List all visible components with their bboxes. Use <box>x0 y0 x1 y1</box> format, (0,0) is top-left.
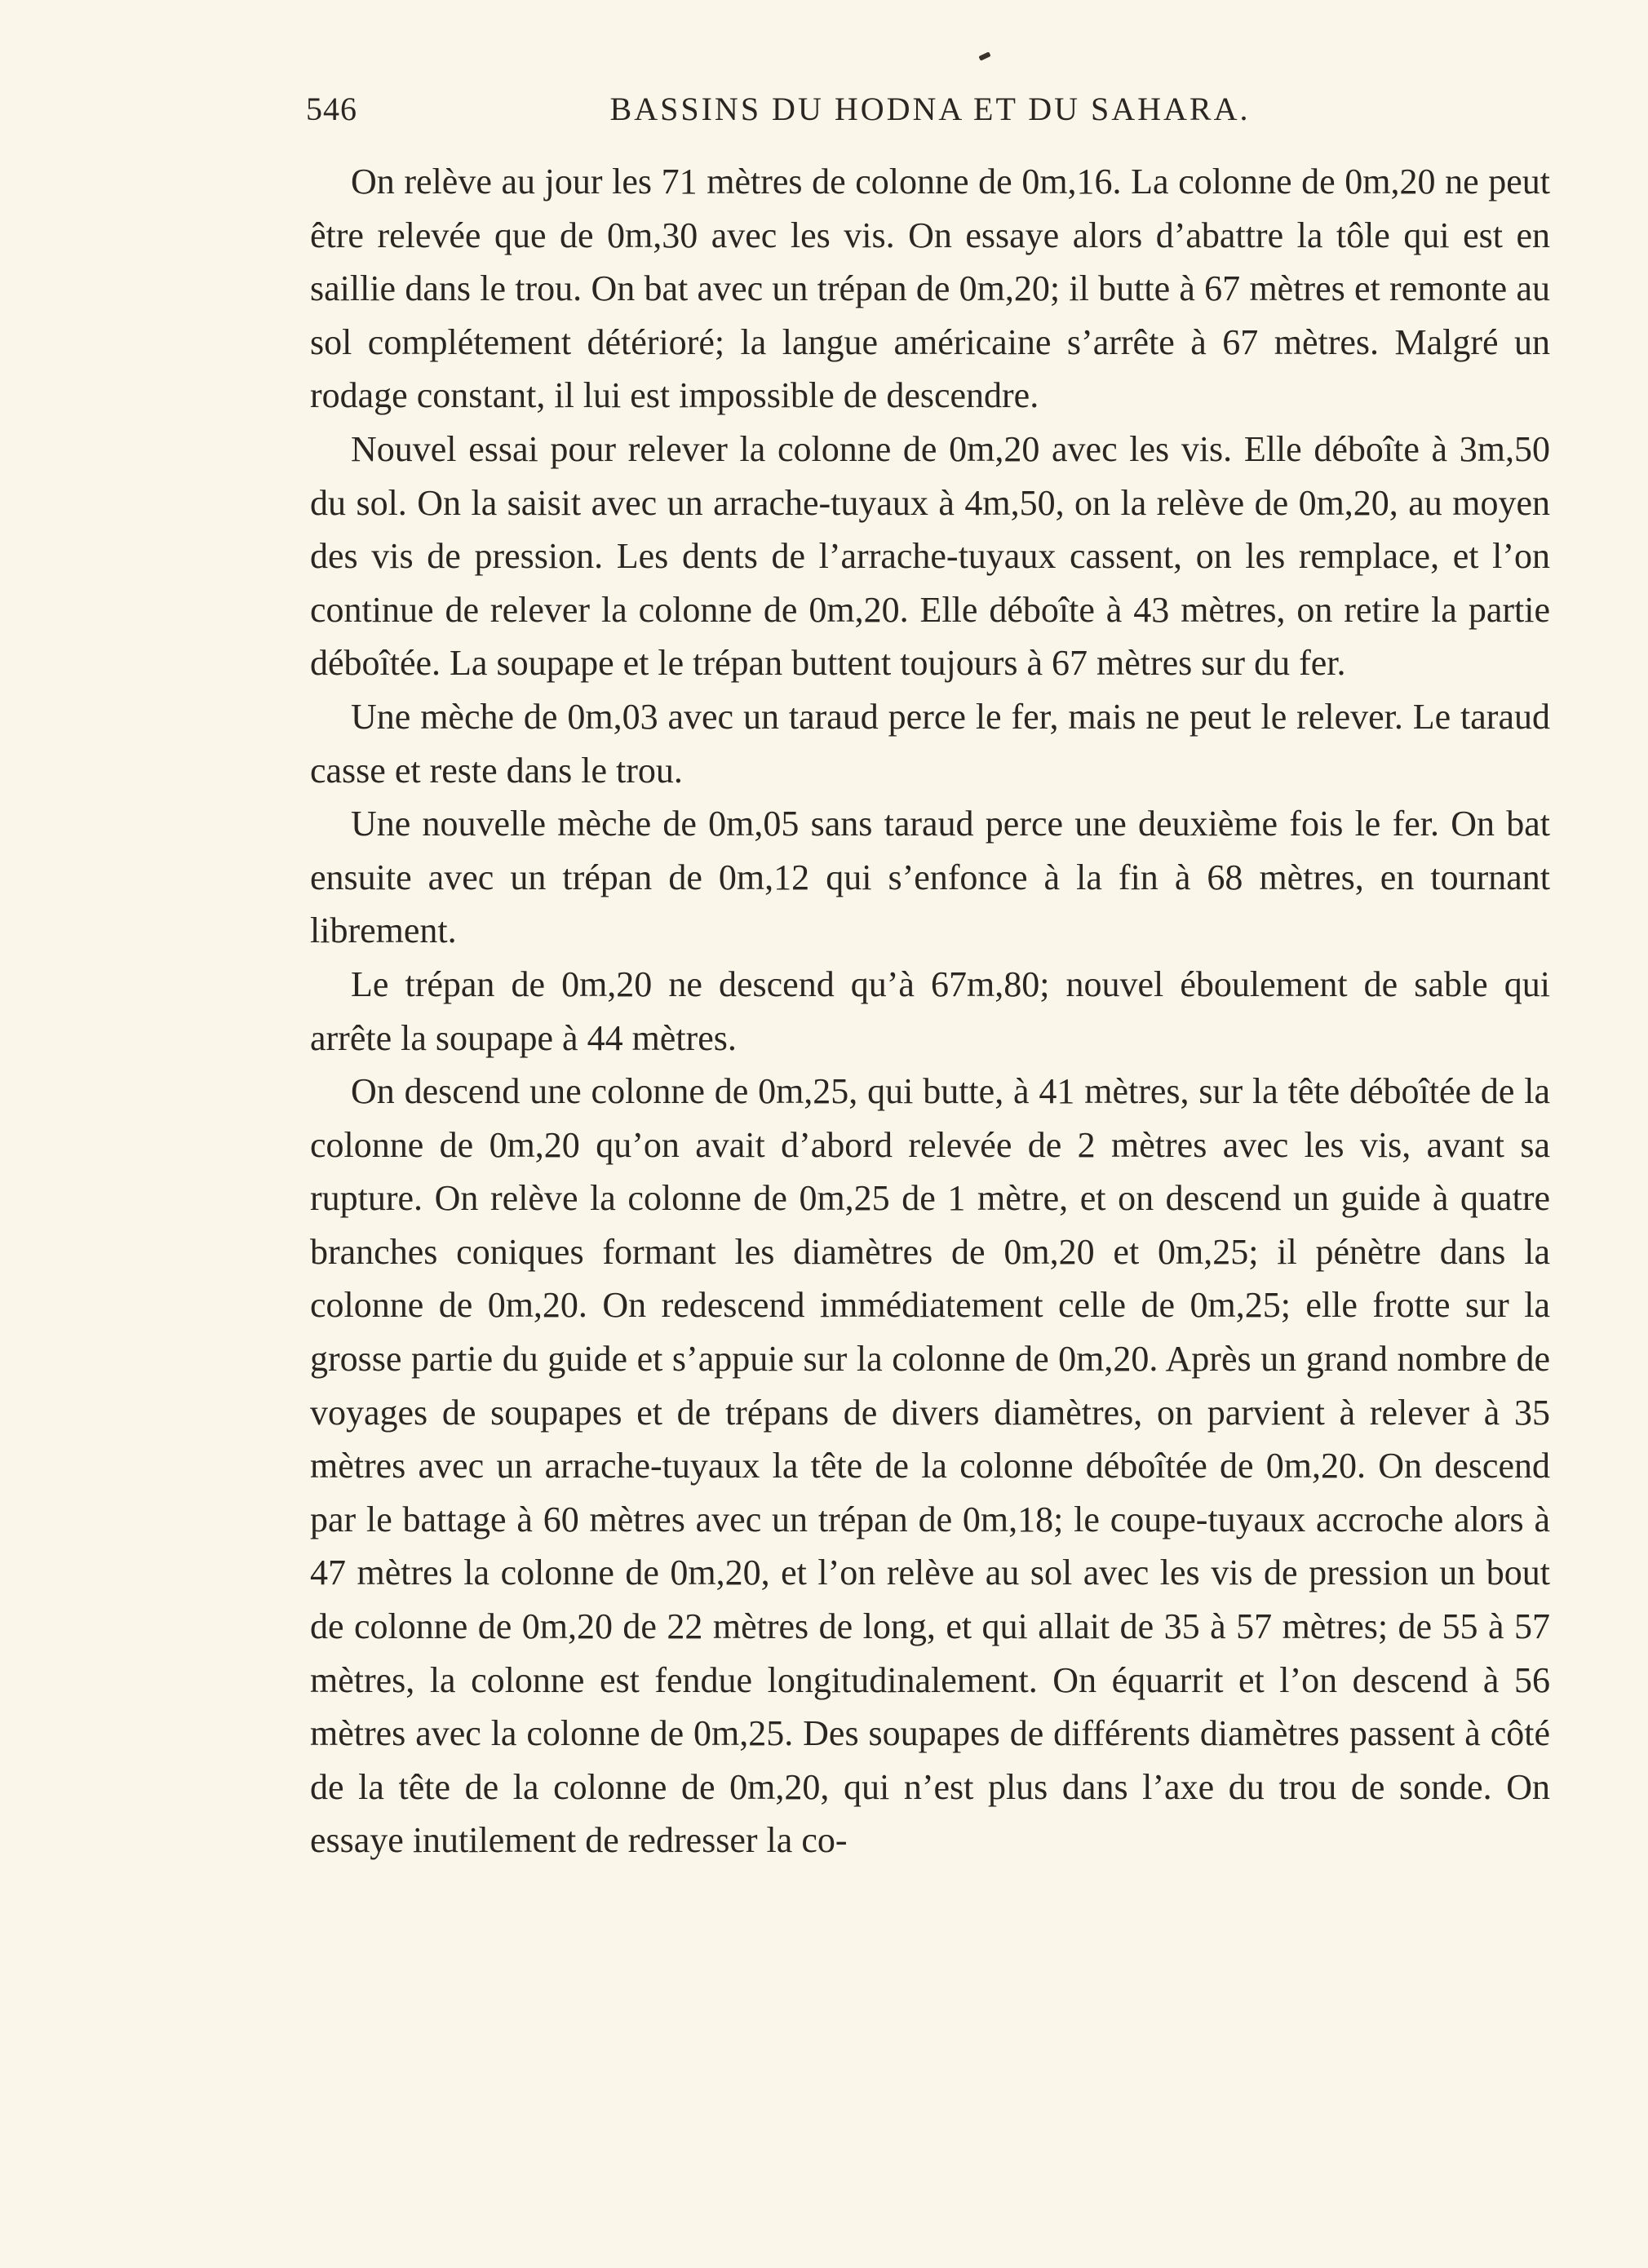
paragraph: Le trépan de 0m,20 ne descend qu’à 67m,80; nouvel éboulement de sable qui arrête la soupape à 44 mètres. <box>310 963 1550 1058</box>
paragraph: Une nouvelle mèche de 0m,05 sans taraud perce une deuxième fois le fer. On bat ensuite avec un trépan de 0m,12 qui s’enfonce à la fin à 68 mètres, en tournant librement. <box>310 804 1550 951</box>
body-text <box>310 155 1550 1867</box>
running-title: BASSINS DU HODNA ET DU SAHARA. <box>609 91 1251 127</box>
ink-mark <box>978 51 990 60</box>
paragraph: Une mèche de 0m,03 avec un taraud perce le fer, mais ne peut le relever. Le taraud casse et reste dans le trou. <box>310 696 1550 791</box>
page-header <box>306 90 1554 139</box>
paragraph: On descend une colonne de 0m,25, qui butte, à 41 mètres, sur la tête déboîtée de la colonne de 0m,20 qu’on avait d’abord relevée de 2 mètres avec les vis, avant sa rupture. On relève la colonne de 0m,25 de 1 mètre, et on descend un guide à quatre branches coniques formant les diamètres de 0m,20 et 0m,25; il pénètre dans la colonne de 0m,20. On redescend immédiatement celle de 0m,25; elle frotte sur la grosse partie du guide et s’appuie sur la colonne de 0m,20. Après un grand nombre de voyages de soupapes et de trépans de divers diamètres, on parvient à relever à 35 mètres avec un arrache-tuyaux la tête de la colonne déboîtée de 0m,20. On descend par le battage à 60 mètres avec un trépan de 0m,18; le coupe-tuyaux accroche alors à 47 mètres la colonne de 0m,20, et l’on relève au sol avec les vis de pression un bout de colonne de 0m,20 de 22 mètres de long, et qui allait de 35 à 57 mètres; de 55 à 57 mètres, la colonne est fendue longitudinalement. On équarrit et l’on descend à 56 mètres avec la colonne de 0m,25. Des soupapes de différents diamètres passent à côté de la tête de la colonne de 0m,20, qui n’est plus dans l’axe du trou de sonde. On essaye inutilement de redresser la co- <box>310 1071 1550 1861</box>
paragraph: On relève au jour les 71 mètres de colonne de 0m,16. La colonne de 0m,20 ne peut être relevée que de 0m,30 avec les vis. On essaye alors d’abattre la tôle qui est en saillie dans le trou. On bat avec un trépan de 0m,20; il butte à 67 mètres et remonte au sol complétement détérioré; la langue américaine s’arrête à 67 mètres. Malgré un rodage constant, il lui est impossible de descendre. <box>310 162 1550 416</box>
page-number: 546 <box>306 91 357 127</box>
paragraph: Nouvel essai pour relever la colonne de 0m,20 avec les vis. Elle déboîte à 3m,50 du sol. On la saisit avec un arrache-tuyaux à 4m,50, on la relève de 0m,20, au moyen des vis de pression. Les dents de l’arrache-tuyaux cassent, on les remplace, et l’on continue de relever la colonne de 0m,20. Elle déboîte à 43 mètres, on retire la partie déboîtée. La soupape et le trépan buttent toujours à 67 mètres sur du fer. <box>310 428 1550 684</box>
